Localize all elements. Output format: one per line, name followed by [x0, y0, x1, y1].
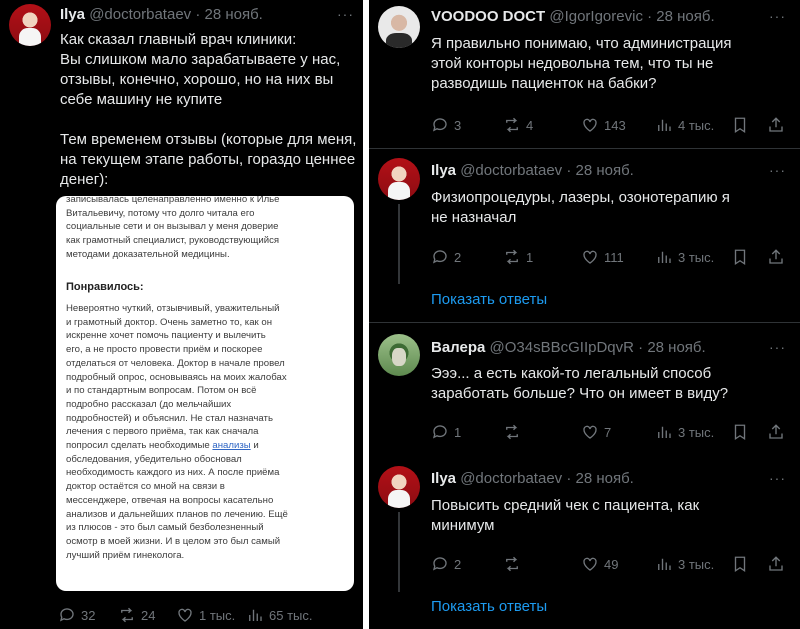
- reply-count: 1: [454, 424, 462, 440]
- author-name[interactable]: VOODOO DOCT: [431, 8, 546, 25]
- review-line: обследования, убедительно обосновал: [66, 453, 242, 465]
- reply-button[interactable]: [431, 421, 461, 443]
- review-line: социальные сети и он вызывал у меня доверие: [66, 221, 279, 233]
- more-options-button[interactable]: ···: [337, 6, 354, 22]
- views-count: 3 тыс.: [678, 249, 715, 265]
- views-button[interactable]: [655, 421, 714, 443]
- repost-button[interactable]: [503, 421, 526, 443]
- review-intro: [66, 196, 348, 262]
- repost-count: 24: [141, 607, 156, 623]
- review-line: искренне хочет помочь пациенту и вылечить: [66, 330, 266, 342]
- divider: [369, 322, 800, 323]
- tweet-actions: [431, 421, 791, 443]
- text-line: денег):: [60, 171, 109, 188]
- like-icon: [581, 248, 599, 266]
- views-icon: [655, 423, 673, 441]
- reply-button[interactable]: [431, 246, 461, 268]
- text-line: не назначал: [431, 209, 517, 226]
- reply-button[interactable]: [431, 553, 461, 575]
- more-options-button[interactable]: ···: [769, 339, 786, 355]
- like-button[interactable]: [581, 246, 624, 268]
- views-count: 3 тыс.: [678, 424, 715, 440]
- repost-button[interactable]: [503, 553, 526, 575]
- review-line: и по стандартным вопросам. Потом он всё: [66, 385, 257, 397]
- tweet-header: [431, 162, 634, 179]
- tweet-text: [431, 496, 791, 536]
- review-line: подробный опрос, основываясь на моих жалобах: [66, 371, 287, 383]
- views-button[interactable]: [655, 553, 714, 575]
- review-screenshot-image[interactable]: [56, 196, 354, 591]
- text-line: Тем временем отзывы (которые для меня,: [60, 131, 357, 148]
- author-name[interactable]: Ilya: [60, 6, 86, 23]
- review-line: Витальевичу, потому что долго читала его: [66, 207, 255, 219]
- author-name[interactable]: Валера: [431, 339, 486, 356]
- avatar[interactable]: [378, 334, 420, 376]
- share-icon: [767, 116, 785, 134]
- review-line: его, а не просто провести приём и поскорее: [66, 344, 263, 356]
- review-liked-heading: Понравилось:: [66, 281, 144, 293]
- tweet-date[interactable]: · 28 нояб.: [647, 8, 715, 25]
- like-icon: [581, 555, 599, 573]
- share-icon: [767, 555, 785, 573]
- tweet-text: [431, 364, 791, 404]
- more-options-button[interactable]: ···: [769, 162, 786, 178]
- review-line: и грамотный доктор. Очень заметно то, как он: [66, 316, 273, 328]
- avatar[interactable]: [9, 4, 51, 46]
- like-button[interactable]: [581, 114, 626, 136]
- views-count: 3 тыс.: [678, 556, 715, 572]
- tweet-actions: [431, 246, 791, 268]
- review-text: попросил сделать необходимые: [66, 440, 213, 452]
- reply-count: 2: [454, 249, 462, 265]
- reply-count: 32: [81, 607, 96, 623]
- share-button[interactable]: [767, 421, 785, 443]
- views-button[interactable]: [655, 246, 714, 268]
- like-count: 1 тыс.: [199, 607, 236, 623]
- more-options-button[interactable]: ···: [769, 8, 786, 24]
- share-icon: [767, 423, 785, 441]
- review-line: отделаться от человека. Доктор в начале провел: [66, 357, 285, 369]
- bookmark-icon: [731, 423, 749, 441]
- bookmark-button[interactable]: [731, 553, 749, 575]
- like-button[interactable]: [176, 604, 235, 626]
- like-icon: [581, 423, 599, 441]
- review-link: анализы: [212, 440, 251, 452]
- tweet-date[interactable]: · 28 нояб.: [566, 162, 634, 179]
- review-line: осмотр в моей жизни. И в целом это был самый: [66, 535, 281, 547]
- like-count: 7: [604, 424, 612, 440]
- tweet-text: [60, 30, 360, 190]
- tweet-date[interactable]: · 28 нояб.: [638, 339, 706, 356]
- views-icon: [655, 248, 673, 266]
- reply-count: 3: [454, 117, 462, 133]
- views-button[interactable]: [246, 604, 312, 626]
- text-line: Как сказал главный врач клиники:: [60, 31, 297, 48]
- left-tweet-panel: [0, 0, 363, 629]
- repost-icon: [503, 555, 521, 573]
- review-line: как грамотный специалист, руководствующийся: [66, 235, 280, 247]
- text-line: отзывы, конечно, хорошо, но на них вы: [60, 71, 334, 88]
- reply-count: 2: [454, 556, 462, 572]
- bookmark-icon: [731, 116, 749, 134]
- thread-line: [398, 204, 400, 284]
- repost-button[interactable]: [503, 246, 533, 268]
- show-replies-link[interactable]: Показать ответы: [431, 291, 548, 308]
- review-body: [66, 302, 348, 562]
- repost-icon: [503, 116, 521, 134]
- share-icon: [767, 248, 785, 266]
- repost-button[interactable]: [118, 604, 155, 626]
- repost-count: 4: [526, 117, 534, 133]
- like-button[interactable]: [581, 553, 618, 575]
- author-handle[interactable]: @doctorbataev: [89, 6, 192, 23]
- like-icon: [581, 116, 599, 134]
- tweet-actions: [431, 114, 791, 136]
- right-replies-panel: [369, 0, 800, 629]
- reply-icon: [431, 555, 449, 573]
- avatar[interactable]: [378, 466, 420, 508]
- repost-icon: [503, 423, 521, 441]
- reply-icon: [431, 423, 449, 441]
- more-options-button[interactable]: ···: [769, 470, 786, 486]
- review-line: лучший приём гинеколога.: [66, 549, 185, 561]
- author-handle[interactable]: @doctorbataev: [460, 470, 563, 487]
- text-line: Физиопроцедуры, лазеры, озонотерапию я: [431, 189, 730, 206]
- review-line: необходимость каждого из них. А после приёма: [66, 467, 280, 479]
- repost-icon: [118, 606, 136, 624]
- review-line: подробно рассказал (до мельчайших: [66, 398, 232, 410]
- text-line: Повысить средний чек с пациента, как: [431, 497, 700, 514]
- avatar[interactable]: [378, 6, 420, 48]
- repost-button[interactable]: [503, 114, 533, 136]
- text-line: минимум: [431, 517, 495, 534]
- text-line: на текущем этапе работы, гораздо ценнее: [60, 151, 356, 168]
- author-handle[interactable]: @doctorbataev: [460, 162, 563, 179]
- tweet-text: [431, 188, 791, 228]
- bookmark-button[interactable]: [731, 246, 749, 268]
- tweet-date[interactable]: · 28 нояб.: [566, 470, 634, 487]
- text-line: этой конторы недовольна тем, что ты не: [431, 55, 714, 72]
- bookmark-button[interactable]: [731, 421, 749, 443]
- review-line: Невероятно чуткий, отзывчивый, уважительный: [66, 303, 280, 314]
- text-line: разводишь пациенток на бабки?: [431, 75, 657, 92]
- text-line: Эээ... а есть какой-то легальный способ: [431, 365, 712, 382]
- reply-icon: [431, 248, 449, 266]
- author-name[interactable]: Ilya: [431, 470, 457, 487]
- views-button[interactable]: [655, 114, 714, 136]
- tweet-header: [431, 339, 706, 356]
- divider: [369, 148, 800, 149]
- review-line: лечения с первого приёма, так как сначала: [66, 426, 259, 438]
- review-line: анализов и дальнейших планов по лечению. Ещё: [66, 508, 288, 520]
- review-line: подробностей) и объяснил. Не стал назначать: [66, 412, 273, 424]
- text-line: Вы слишком мало зарабатываете у нас,: [60, 51, 341, 68]
- reply-button[interactable]: [58, 604, 95, 626]
- review-line: мессенджере, отвечая на вопросы касательно: [66, 494, 274, 506]
- review-text: и: [250, 440, 259, 452]
- text-line: себе машину не купите: [60, 91, 223, 108]
- avatar[interactable]: [378, 158, 420, 200]
- bookmark-icon: [731, 248, 749, 266]
- review-line: записывалась целенаправленно именно к Илье: [66, 196, 280, 205]
- review-line: методами доказательной медицины.: [66, 248, 230, 260]
- repost-icon: [503, 248, 521, 266]
- views-count: 65 тыс.: [269, 607, 313, 623]
- tweet-actions: [431, 553, 791, 575]
- thread-line: [398, 512, 400, 592]
- tweet-text: [431, 34, 791, 94]
- author-name[interactable]: Ilya: [431, 162, 457, 179]
- reply-icon: [431, 116, 449, 134]
- views-count: 4 тыс.: [678, 117, 715, 133]
- text-line: заработать больше? Что он имеет в виду?: [431, 385, 729, 402]
- review-line: доктор остаётся со мной на связи в: [66, 481, 225, 493]
- reply-button[interactable]: [431, 114, 461, 136]
- share-button[interactable]: [767, 246, 785, 268]
- tweet-header: [431, 470, 634, 487]
- like-icon: [176, 606, 194, 624]
- tweet-header: [431, 8, 715, 25]
- views-icon: [655, 555, 673, 573]
- author-handle[interactable]: @IgorIgorevic: [549, 8, 643, 25]
- review-line: [66, 439, 348, 453]
- text-line: Я правильно понимаю, что администрация: [431, 35, 732, 52]
- repost-count: 1: [526, 249, 534, 265]
- like-count: 143: [604, 117, 626, 133]
- bookmark-icon: [731, 555, 749, 573]
- author-handle[interactable]: @O34sBBcGIIpDqvR: [489, 339, 634, 356]
- like-count: 111: [604, 249, 624, 265]
- reply-icon: [58, 606, 76, 624]
- show-replies-link[interactable]: Показать ответы: [431, 598, 548, 615]
- views-icon: [655, 116, 673, 134]
- tweet-header: [60, 6, 263, 23]
- views-icon: [246, 606, 264, 624]
- like-count: 49: [604, 556, 619, 572]
- tweet-actions: [58, 604, 358, 626]
- share-button[interactable]: [767, 553, 785, 575]
- review-line: из плюсов - это был самый безболезненный: [66, 522, 264, 534]
- tweet-date[interactable]: · 28 нояб.: [195, 6, 263, 23]
- bookmark-button[interactable]: [731, 114, 749, 136]
- share-button[interactable]: [767, 114, 785, 136]
- like-button[interactable]: [581, 421, 611, 443]
